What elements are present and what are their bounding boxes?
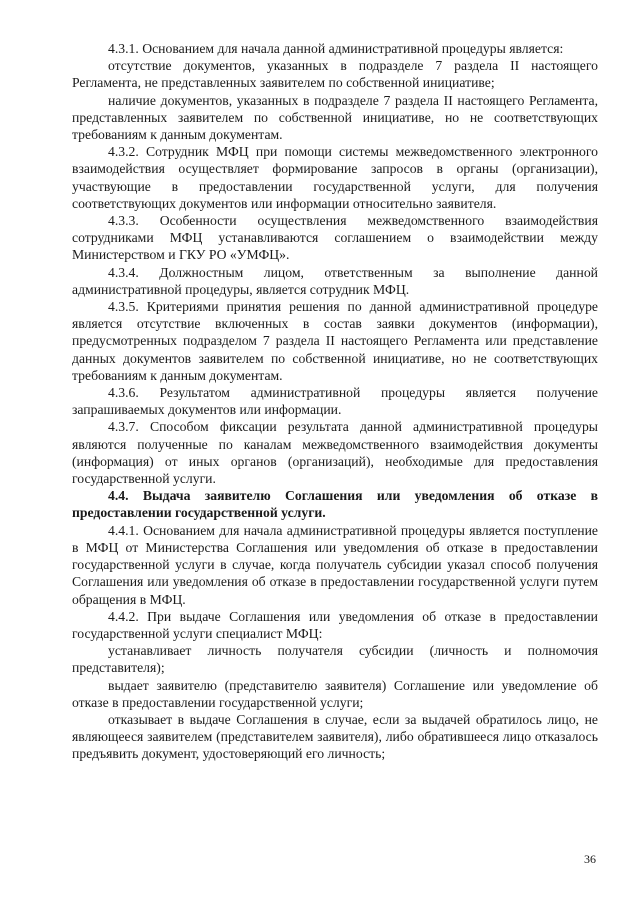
paragraph-4-3-1: 4.3.1. Основанием для начала данной административной процедуры является: [108, 41, 564, 56]
paragraph-4-4-2-item-refuse: отказывает в выдаче Соглашения в случае, если за выдачей обратилось лицо, не являющееся заявителем (представителем заявителя), либо обратившееся лицо отказалось предъявить документ, удостоверяющий его личность; [72, 711, 598, 762]
paragraph-4-4-1: 4.4.1. Основанием для начала административной процедуры является поступление в МФЦ от Министерства Соглашения или уведомления об отказе в предоставлении государственной услуги в случае, когда получатель субсидии указал способ получения Соглашения или уведомления об отказе в предоставлении государственной услуги путем обращения в МФЦ. [72, 522, 598, 607]
paragraph-4-3-1-item-absence: отсутствие документов, указанных в подразделе 7 раздела II настоящего Регламента, не представленных заявителем по собственной инициативе; [72, 58, 598, 91]
section-heading-4-4: 4.4. Выдача заявителю Соглашения или уведомления об отказе в предоставлении государственной услуги. [72, 488, 598, 521]
paragraph-4-3-6: 4.3.6. Результатом административной процедуры является получение запрашиваемых документов или информации. [72, 385, 598, 418]
paragraph-4-4-2: 4.4.2. При выдаче Соглашения или уведомления об отказе в предоставлении государственной услуги специалист МФЦ: [72, 608, 598, 641]
paragraph-4-3-7: 4.3.7. Способом фиксации результата данной административной процедуры являются полученные по каналам межведомственного взаимодействия документы (информация) от иных органов (организаций), необходимые для предоставления государственной услуги. [72, 419, 598, 487]
page-number: 36 [584, 852, 596, 866]
paragraph-4-3-4: 4.3.4. Должностным лицом, ответственным за выполнение данной административной процедуры, является сотрудник МФЦ. [72, 264, 598, 297]
paragraph-4-3-3: 4.3.3. Особенности осуществления межведомственного взаимодействия сотрудниками МФЦ устанавливаются соглашением о взаимодействии между Министерством и ГКУ РО «УМФЦ». [72, 213, 598, 263]
paragraph-4-3-5: 4.3.5. Критериями принятия решения по данной административной процедуре является отсутствие включенных в состав заявки документов (информации), предусмотренных подразделом 7 раздела II настоящего Регламента или представление данных документов заявителем по собственной инициативе, но не соответствующих требованиям к данным документам. [72, 299, 598, 383]
paragraph-4-4-2-item-identify: устанавливает личность получателя субсидии (личность и полномочия представителя); [72, 643, 598, 676]
paragraph-4-3-1-item-presence: наличие документов, указанных в подразделе 7 раздела II настоящего Регламента, представленных заявителем по собственной инициативе, но не соответствующих требованиям к данным документам. [72, 92, 598, 143]
document-page [72, 40, 598, 763]
paragraph-4-4-2-item-issue: выдает заявителю (представителю заявителя) Соглашение или уведомление об отказе в предоставлении государственной услуги; [72, 677, 598, 710]
paragraph-4-3-2: 4.3.2. Сотрудник МФЦ при помощи системы межведомственного электронного взаимодействия осуществляет формирование запросов в органы (организации), участвующие в предоставлении государственной услуги, для получения соответствующих документов или информации относительно заявителя. [72, 144, 598, 211]
